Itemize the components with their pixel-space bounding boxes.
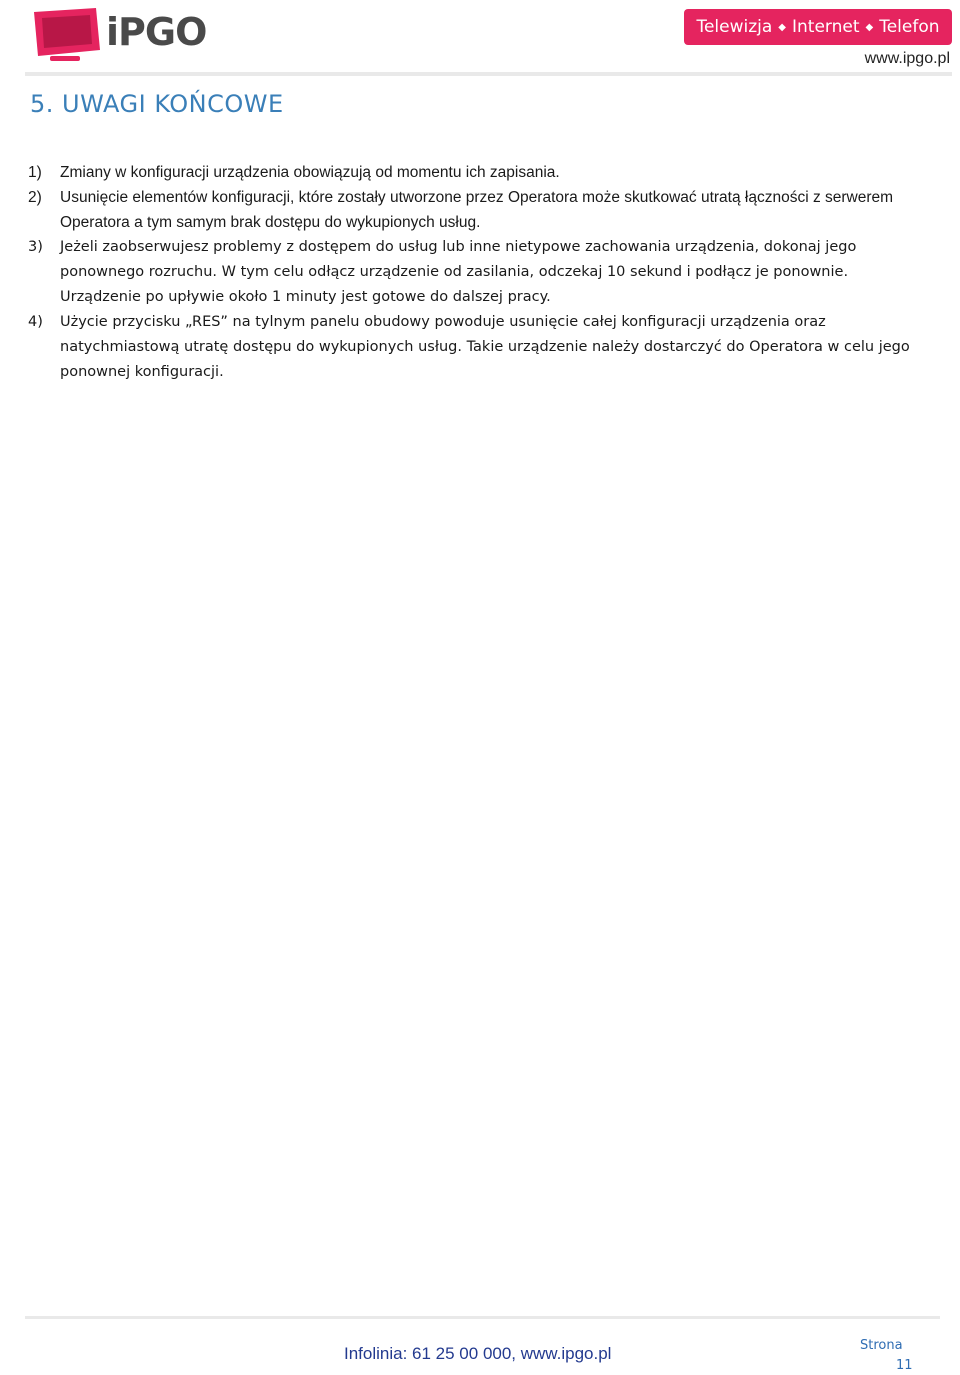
list-item-number: 4)	[28, 314, 43, 330]
tagline-item-tv: Telewizja	[696, 17, 773, 37]
list-item-text: Usunięcie elementów konfiguracji, które zostały utworzone przez Operatora może skutkować utratą łączności z serwerem Operatora a tym samym brak dostępu do wykupionych usług.	[60, 189, 894, 231]
header-website: www.ipgo.pl	[864, 50, 950, 67]
services-tagline	[684, 9, 952, 45]
list-item-text: Użycie przycisku „RES” na tylnym panelu obudowy powoduje usunięcie całej konfiguracji urządzenia oraz natychmiastową utratę dostępu do wykupionych usług. Takie urządzenie należy dostarczyć do Operatora w celu jego ponownej konfiguracji.	[60, 314, 910, 380]
ipgo-logo	[30, 6, 210, 64]
header-divider	[25, 72, 952, 76]
list-item-text: Zmiany w konfiguracji urządzenia obowiązują od momentu ich zapisania.	[60, 164, 560, 181]
list-item	[28, 185, 928, 235]
page-number: 11	[896, 1358, 913, 1373]
tagline-item-phone: Telefon	[879, 17, 940, 37]
logo-wordmark: iPGO	[106, 10, 207, 54]
footer-divider	[25, 1316, 940, 1319]
list-item-number: 2)	[28, 189, 42, 206]
list-item	[28, 235, 928, 310]
tv-logo-icon	[30, 6, 104, 64]
list-item-number: 3)	[28, 239, 43, 255]
page-label: Strona	[860, 1338, 903, 1353]
list-item-text: Jeżeli zaobserwujesz problemy z dostępem do usług lub inne nietypowe zachowania urządzenia, dokonaj jego ponownego rozruchu. W tym celu odłącz urządzenie od zasilania, odczekaj 10 sekund i podłącz je ponownie. Urządzenie po upływie około 1 minuty jest gotowe do dalszej pracy.	[60, 239, 857, 305]
footer-hotline: Infolinia: 61 25 00 000, www.ipgo.pl	[344, 1344, 612, 1363]
list-item	[28, 310, 928, 385]
diamond-separator-icon: ◆	[865, 21, 874, 33]
section-title: 5. UWAGI KOŃCOWE	[30, 90, 284, 118]
notes-list	[28, 160, 928, 385]
list-item-number: 1)	[28, 164, 42, 181]
diamond-separator-icon: ◆	[778, 21, 786, 33]
list-item	[28, 160, 928, 185]
tagline-item-internet: Internet	[792, 17, 860, 37]
